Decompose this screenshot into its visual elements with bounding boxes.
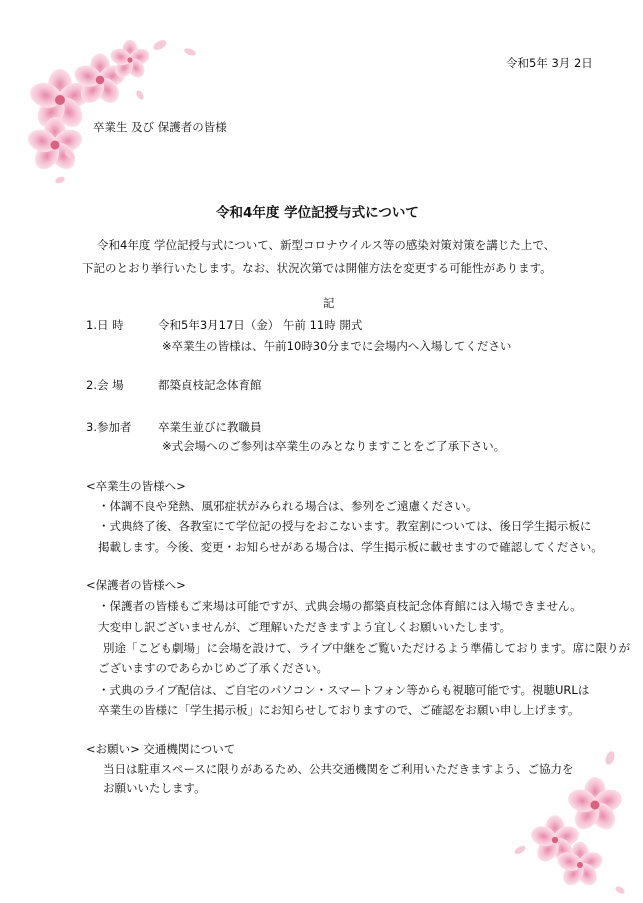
guardians-line: 大変申し訳ございませんが、ご理解いただきますよう宜しくお願いいたします。 xyxy=(98,620,512,634)
item-label-datetime: 1.日 時 xyxy=(86,318,124,332)
item-value-attendees: 卒業生並びに教職員 xyxy=(158,420,262,434)
item-value-datetime: 令和5年3月17日（金） 午前 11時 開式 xyxy=(158,318,363,332)
graduates-line: ・式典終了後、各教室にて学位記の授与をおこないます。教室割については、後日学生掲示板に xyxy=(98,519,592,533)
item-note-attendees: ※式会場へのご参列は卒業生のみとなりますことをご了承下さい。 xyxy=(162,439,506,453)
request-heading: <お願い> 交通機関について xyxy=(86,742,236,756)
item-label-attendees: 3.参加者 xyxy=(86,420,132,434)
guardians-line: ・式典のライブ配信は、ご自宅のパソコン・スマートフォン等からも視聴可能です。視聴URLは xyxy=(98,683,590,697)
request-line: お願いいたします。 xyxy=(103,781,206,795)
addressee: 卒業生 及び 保護者の皆様 xyxy=(93,120,227,134)
graduates-line: 掲載します。今後、変更・お知らせがある場合は、学生掲示板に載せますので確認してください。 xyxy=(98,540,603,554)
ki-marker: 記 xyxy=(323,296,335,310)
item-value-venue: 都築貞枝記念体育館 xyxy=(158,378,262,392)
intro-line: 下記のとおり挙行いたします。なお、状況次第では開催方法を変更する可能性があります。 xyxy=(82,261,552,275)
document-title: 令和4年度 学位記授与式について xyxy=(216,205,419,221)
item-label-venue: 2.会 場 xyxy=(86,378,124,392)
guardians-line: ・保護者の皆様もご来場は可能ですが、式典会場の都築貞枝記念体育館には入場できません。 xyxy=(98,599,582,613)
cherry-blossom-top-left-decoration xyxy=(10,30,210,200)
guardians-heading: <保護者の皆様へ> xyxy=(86,578,186,592)
item-note-datetime: ※卒業生の皆様は、午前10時30分までに会場内へ入場してください xyxy=(162,339,512,353)
graduates-line: ・体調不良や発熱、風邪症状がみられる場合は、参列をご遠慮ください。 xyxy=(98,499,478,513)
document-date: 令和5年 3月 2日 xyxy=(506,56,593,70)
guardians-line: ございますのであらかじめご了承ください。 xyxy=(98,661,328,675)
request-line: 当日は駐車スペースに限りがあるため、公共交通機関をご利用いただきますよう、ご協力を xyxy=(103,762,574,776)
guardians-line: 卒業生の皆様に「学生掲示板」にお知らせしておりますので、ご確認をお願い申し上げます。 xyxy=(98,703,580,717)
graduates-heading: <卒業生の皆様へ> xyxy=(86,479,186,493)
guardians-line: 別途「こども劇場」に会場を設けて、ライブ中継をご覧いただけるよう準備しております。席に限りが xyxy=(103,641,631,655)
intro-line: 令和4年度 学位記授与式について、新型コロナウイルス等の感染対策対策を講じた上で、 xyxy=(97,238,556,252)
cherry-blossom-icon xyxy=(565,777,625,834)
